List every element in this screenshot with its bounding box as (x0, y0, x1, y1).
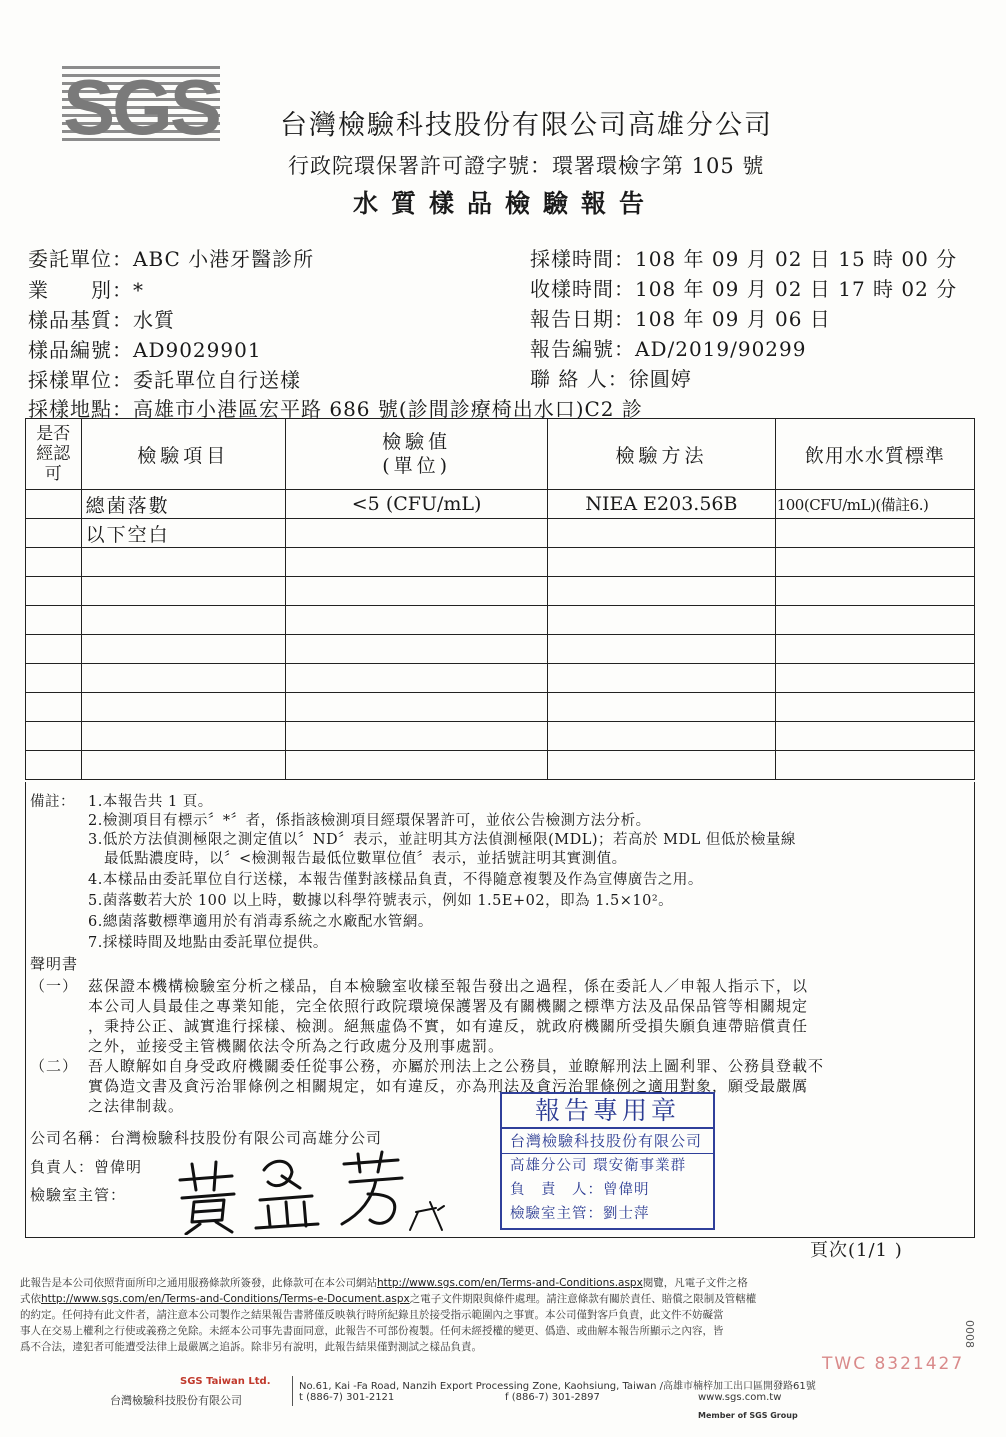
page-number: 頁次(1/1 ) (810, 1240, 903, 1261)
person-in-charge: 負責人：曾偉明 (30, 1158, 143, 1176)
footer-line (20, 1275, 748, 1290)
declaration-line: 茲保證本機構檢驗室分析之樣品，自本檢驗室收樣至報告發出之過程，係在委託人／申報人指示下，以 (88, 977, 809, 995)
report-no-value: AD/2019/90299 (635, 337, 807, 361)
sampler-row (28, 364, 301, 393)
company-name: 台灣檢驗科技股份有限公司高雄分公司 (280, 110, 773, 141)
declaration-line: 本公司人員最佳之專業知能，完全依照行政院環境保護署及有關機關之標準方法及品保品管等相關規定 (88, 997, 809, 1015)
cell-method: NIEA E203.56B (548, 490, 776, 519)
sample-time-value: 108 年 09 月 02 日 15 時 00 分 (635, 247, 958, 271)
sample-no-label: 樣品編號： (28, 338, 133, 362)
note-item: 3.低於方法偵測極限之測定值以〞ND〞表示，並註明其方法偵測極限(MDL)；若高於 MDL 但低於檢量線 (88, 832, 796, 848)
footer-line: 爲不合法，違犯者可能遭受法律上最嚴厲之追訴。除非另有說明，此報告結果僅對測試之樣品負責。 (20, 1341, 482, 1353)
sgs-logo (62, 62, 220, 144)
table-header-row (26, 419, 975, 490)
fax: f (886-7) 301-2897 (505, 1392, 600, 1403)
table-row-empty (26, 577, 975, 606)
header-value (286, 419, 548, 490)
table-row-empty (26, 548, 975, 577)
note-item: 7.採樣時間及地點由委託單位提供。 (88, 935, 328, 951)
note-item: 4.本樣品由委託單位自行送樣，本報告僅對該樣品負責，不得隨意複製及作為宣傳廣告之用。 (88, 872, 703, 888)
industry-label: 業 別： (28, 278, 133, 302)
sampler-value: 委託單位自行送樣 (133, 368, 301, 392)
table-row-empty (26, 635, 975, 664)
cell-standard: 100(CFU/mL)(備註6.) (775, 490, 974, 519)
handwritten-signature (172, 1150, 472, 1235)
cell-item: 以下空白 (81, 519, 285, 548)
header-item: 檢驗項目 (81, 419, 285, 490)
notes-label: 備註： (30, 794, 75, 810)
industry-value: * (133, 278, 144, 302)
footer-text: 此報告是本公司依照背面所印之通用服務條款所簽發，此條款可在本公司網站 (20, 1277, 377, 1289)
cell-value (286, 519, 548, 548)
sample-time-row (530, 243, 957, 272)
report-no-row (530, 333, 806, 362)
table-row-empty (26, 722, 975, 751)
cell-method (548, 519, 776, 548)
footer-line (20, 1291, 756, 1306)
sgs-logo-text: SGS (63, 63, 219, 144)
note-item: 最低點濃度時，以〞<檢測報告最低位數單位值〞表示，並括號註明其實測值。 (104, 851, 627, 867)
table-row-empty (26, 606, 975, 635)
receive-time-value: 108 年 09 月 02 日 17 時 02 分 (635, 277, 958, 301)
report-stamp (500, 1092, 715, 1230)
header-certified: 是否經認可 (26, 419, 82, 490)
footer-divider (292, 1376, 293, 1406)
cell-item: 總菌落數 (81, 490, 285, 519)
note-item: 2.檢測項目有標示〞*〞者，係指該檢測項目經環保署許可，並依公告檢測方法分析。 (88, 813, 651, 829)
footer-text: 式依 (20, 1293, 41, 1305)
header-standard: 飲用水水質標準 (775, 419, 974, 490)
permit-number: 行政院環保署許可證字號：環署環檢字第 105 號 (288, 154, 765, 178)
report-date-row (530, 303, 831, 332)
company-address: No.61, Kai -Fa Road, Nanzih Export Processing Zone, Kaohsiung, Taiwan /高雄市楠梓加工出口區開發路61號 (299, 1381, 816, 1392)
stamp-line: 負 責 人：曾偉明 (510, 1182, 650, 1198)
header-value-label: 檢驗值 (382, 431, 452, 453)
declaration-two-mark: （二） (30, 1057, 79, 1075)
website[interactable]: www.sgs.com.tw (698, 1392, 782, 1403)
report-no-label: 報告編號： (530, 337, 635, 361)
note-item: 6.總菌落數標準適用於有消毒系統之水廠配水管網。 (88, 914, 433, 930)
contact-label: 聯 絡 人： (530, 367, 629, 391)
sample-no-row (28, 334, 262, 363)
contact-value: 徐圓婷 (628, 367, 692, 391)
receive-time-label: 收樣時間： (530, 277, 635, 301)
table-row-empty (26, 751, 975, 780)
footer-line: 事人在交易上權利之行使或義務之免除。未經本公司事先書面同意，此報告不可部份複製。任何未經授權的變更、僞造、或曲解本報告所顯示之內容，皆 (20, 1325, 724, 1337)
client-value: ABC 小港牙醫診所 (133, 247, 315, 271)
declaration-line: 之法律制裁。 (88, 1097, 185, 1115)
cell-certified (26, 519, 82, 548)
note-item: 1.本報告共 1 頁。 (88, 794, 213, 810)
footer-line: 的約定。任何持有此文件者，請注意本公司製作之結果報告書將僅反映執行時所紀錄且於接受指示範圍內之事實。本公司僅對客戶負責，此文件不妨礙當 (20, 1309, 724, 1321)
receive-time-row (530, 273, 957, 302)
serial-number: TWC 8321427 (822, 1354, 965, 1374)
stamp-title: 報告專用章 (502, 1094, 713, 1129)
client-row (28, 243, 314, 272)
sgs-taiwan-label: SGS Taiwan Ltd. (180, 1376, 271, 1387)
header-method: 檢驗方法 (548, 419, 776, 490)
table-row (26, 519, 975, 548)
report-title: 水質樣品檢驗報告 (353, 189, 658, 218)
stamp-line: 高雄分公司 環安衛事業群 (510, 1158, 687, 1174)
declaration-line: 之外，並接受主管機關依法令所為之行政處分及刑事處罰。 (88, 1037, 505, 1055)
location-label: 採樣地點： (28, 397, 133, 421)
industry-row (28, 274, 144, 303)
terms-e-document-link[interactable]: http://www.sgs.com/en/Terms-and-Conditions/Terms-e-Document.aspx (41, 1293, 410, 1305)
matrix-value: 水質 (133, 308, 175, 332)
member-of-sgs: Member of SGS Group (698, 1411, 798, 1420)
sample-no-value: AD9029901 (133, 338, 262, 362)
sample-time-label: 採樣時間： (530, 247, 635, 271)
matrix-label: 樣品基質： (28, 308, 133, 332)
footer-text: 之電子文件期限與條件處理。請注意條款有關於責任、賠償之限制及管轄權 (409, 1293, 757, 1305)
sgs-taiwan-zh: 台灣檢驗科技股份有限公司 (110, 1394, 242, 1407)
table-row (26, 490, 975, 519)
declaration-line: 吾人瞭解如自身受政府機關委任從事公務，亦屬於刑法上之公務員，並瞭解刑法上圖利罪、公務員登載不 (88, 1057, 825, 1075)
declaration-line: ，秉持公正、誠實進行採樣、檢測。絕無虛偽不實，如有違反，就政府機關所受損失願負連帶賠償責任 (88, 1017, 809, 1035)
report-date-label: 報告日期： (530, 307, 635, 331)
terms-link[interactable]: http://www.sgs.com/en/Terms-and-Conditions.aspx (377, 1277, 643, 1289)
sampler-label: 採樣單位： (28, 368, 133, 392)
declaration-one-mark: （一） (30, 977, 79, 995)
cell-standard (775, 519, 974, 548)
note-item: 5.菌落數若大於 100 以上時，數據以科學符號表示，例如 1.5E+02，即為 1.5×10²。 (88, 893, 674, 909)
lab-supervisor-label: 檢驗室主管： (30, 1186, 127, 1204)
telephone: t (886-7) 301-2121 (299, 1392, 395, 1403)
declaration-line: 實偽造文書及貪污治罪條例之相關規定，如有違反，亦為刑法及貪污治罪條例之適用對象，願受最嚴厲 (88, 1077, 809, 1095)
client-label: 委託單位： (28, 247, 133, 271)
contact-row (530, 363, 692, 392)
company-signoff: 公司名稱：台灣檢驗科技股份有限公司高雄分公司 (30, 1129, 383, 1147)
declaration-label: 聲明書 (30, 955, 79, 973)
cell-value: <5 (CFU/mL) (286, 490, 548, 519)
table-row-empty (26, 664, 975, 693)
cell-certified (26, 490, 82, 519)
header-value-unit: (單位) (382, 455, 452, 477)
results-table (25, 418, 975, 780)
stamp-line: 台灣檢驗科技股份有限公司 (502, 1129, 713, 1154)
report-date-value: 108 年 09 月 06 日 (635, 307, 831, 331)
table-row-empty (26, 693, 975, 722)
location-value: 高雄市小港區宏平路 686 號(診間診療椅出水口)C2 診 (133, 397, 643, 421)
footer-text: 閱覽，凡電子文件之格 (642, 1277, 748, 1289)
stamp-line: 檢驗室主管：劉士萍 (510, 1206, 650, 1222)
matrix-row (28, 304, 175, 333)
side-code: 0008 (963, 1320, 976, 1348)
